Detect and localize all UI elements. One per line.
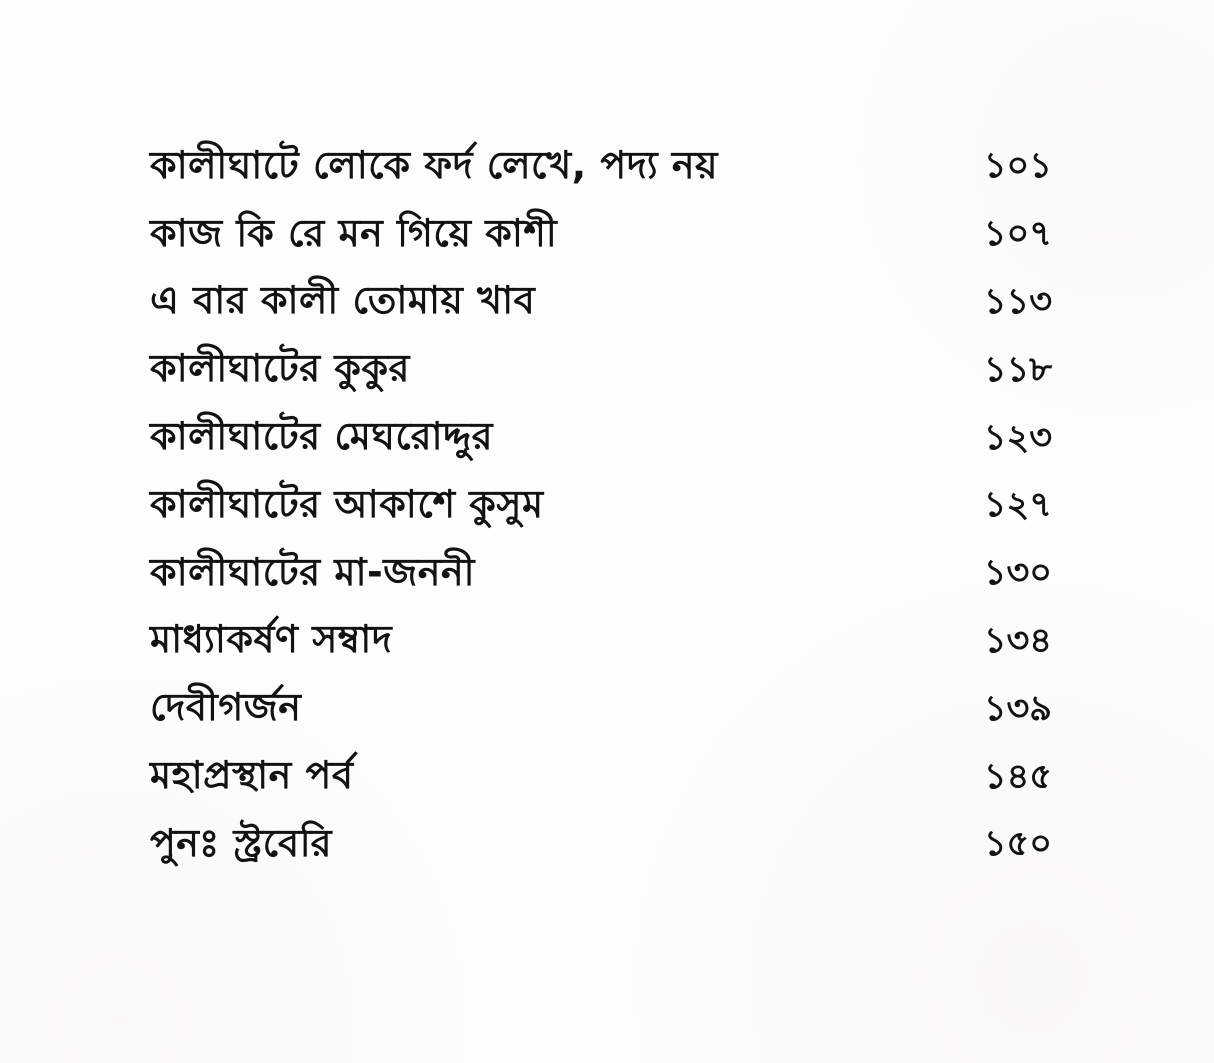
toc-entry-page-number: ১৩০ [983,553,1052,594]
toc-entry-page-number: ১০১ [983,146,1052,187]
toc-entry-page-number: ১২৭ [983,485,1052,526]
toc-entry-row [150,473,1052,541]
toc-list [150,134,1052,880]
toc-entry-title: মাধ্যাকর্ষণ সম্বাদ [150,617,393,662]
toc-entry-title: কালীঘাটের মেঘরোদ্দুর [150,414,494,459]
toc-entry-title: কালীঘাটের মা-জননী [150,549,476,594]
toc-entry-page-number: ১১৮ [983,349,1052,390]
toc-entry-page-number: ১৪৫ [983,756,1052,797]
toc-entry-page-number: ১২৩ [983,417,1052,458]
toc-entry-row [150,812,1052,880]
toc-entry-row [150,134,1052,202]
toc-entry-page-number: ১১৩ [983,281,1052,322]
toc-entry-title: কালীঘাটের আকাশে কুসুম [150,481,544,526]
toc-entry-row [150,270,1052,338]
toc-entry-row [150,676,1052,744]
toc-entry-title: দেবীগর্জন [150,685,302,730]
toc-entry-row [150,405,1052,473]
toc-entry-page-number: ১৩৪ [983,620,1052,661]
toc-entry-title: কালীঘাটে লোকে ফর্দ লেখে, পদ্য নয় [150,142,718,187]
toc-entry-title: পুনঃ স্ট্রবেরি [150,820,332,865]
toc-entry-row [150,337,1052,405]
toc-entry-title: এ বার কালী তোমায় খাব [150,278,536,323]
toc-entry-title: কালীঘাটের কুকুর [150,346,410,391]
toc-entry-page-number: ১৩৯ [983,688,1052,729]
toc-entry-page-number: ১৫০ [983,824,1052,865]
toc-entry-title: কাজ কি রে মন গিয়ে কাশী [150,210,558,255]
toc-entry-title: মহাপ্রস্থান পর্ব [150,753,354,798]
toc-entry-row [150,609,1052,677]
toc-entry-page-number: ১০৭ [983,214,1052,255]
toc-entry-row [150,202,1052,270]
toc-entry-row [150,541,1052,609]
toc-entry-row [150,744,1052,812]
